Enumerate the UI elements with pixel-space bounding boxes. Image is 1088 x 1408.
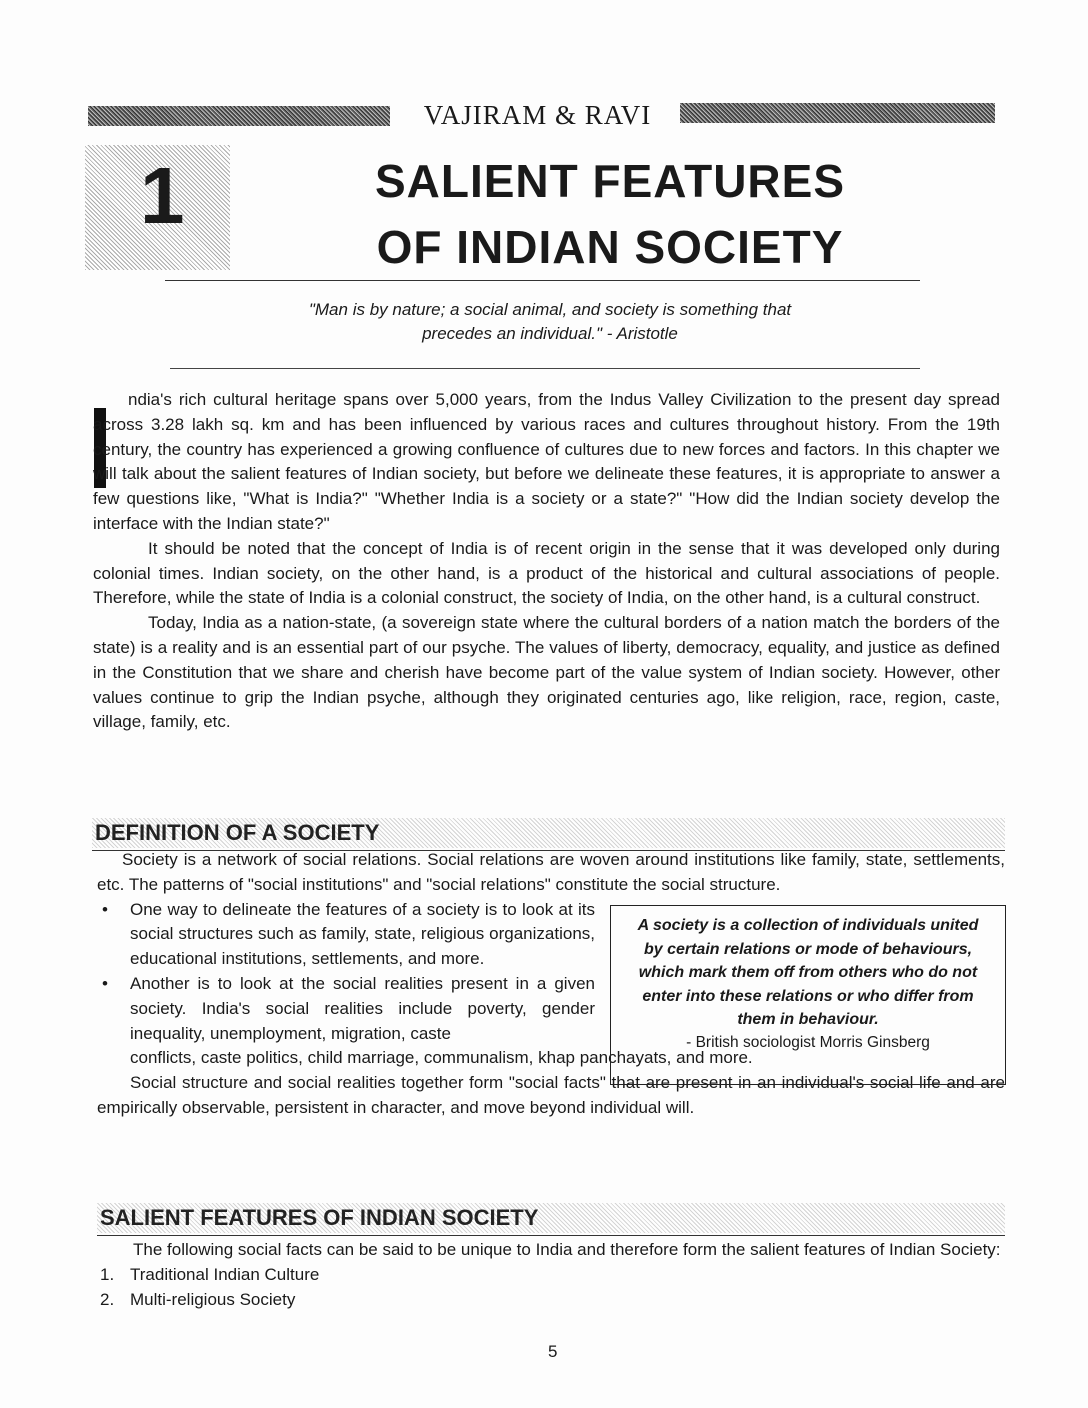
quote-box-attribution: - British sociologist Morris Ginsberg — [686, 1033, 930, 1051]
list-item — [100, 1288, 1008, 1313]
section1-paragraph-1: Society is a network of social relations. Social relations are woven around institutions like family, state, settlements, etc. The patterns of "social institutions" and "social relations" constitute the social structure. — [97, 850, 1005, 894]
epigraph — [240, 298, 860, 346]
list-number: 2. — [100, 1289, 115, 1309]
section-heading-salient: SALIENT FEATURES OF INDIAN SOCIETY — [100, 1205, 539, 1230]
title-line-2: OF INDIAN SOCIETY — [376, 221, 844, 273]
chapter-number: 1 — [140, 151, 185, 240]
header-bar-left — [88, 106, 390, 126]
epigraph-line-1: "Man is by nature; a social animal, and society is something that — [308, 300, 792, 319]
intro-text — [93, 388, 1000, 735]
quote-box-text: A society is a collection of individuals united by certain relations or mode of behaviours, which mark them off from others who do not enter into these relations or who differ from them in behaviour. — [637, 917, 979, 1028]
bullet-item: • One way to delineate the features of a society is to look at its social structures such as family, state, religious organizations, educational institutions, settlements, and more. — [130, 898, 595, 972]
epigraph-rule — [170, 368, 920, 369]
intro-paragraph-3: Today, India as a nation-state, (a sovereign state where the cultural borders of a nation match the borders of the state) is a reality and is an essential part of our psyche. The values of liberty, democracy, equality, and justice as defined in the Constitution that we share and cherish have become part of the value system of Indian society. However, other values continue to grip the Indian psyche, although they originated centuries ago, like religion, race, region, caste, village, family, etc. — [93, 613, 1000, 732]
intro-paragraph-1: ndia's rich cultural heritage spans over 5,000 years, from the Indus Valley Civilization to the present day spread across 3.28 lakh sq. km and has been influenced by various races and cultures throughout history. From the 19th century, the country has experienced a growing confluence of cultures due to new forces and factors. In this chapter we will talk about the salient features of Indian society, but before we delineate these features, it is appropriate to answer a few questions like, "What is India?" "Whether India is a society or a state?" "How did the Indian society develop the interface with the Indian state?" — [93, 390, 1000, 533]
epigraph-line-2: precedes an individual." - Aristotle — [422, 324, 678, 343]
brand-name: VAJIRAM & RAVI — [423, 100, 652, 130]
section2-text — [100, 1238, 1008, 1312]
list-number: 1. — [100, 1264, 115, 1284]
bullet-item: • Another is to look at the social realities present in a given society. India's social realities include poverty, gender inequality, unemployment, migration, caste — [130, 972, 595, 1046]
section-heading-definition: DEFINITION OF A SOCIETY — [95, 820, 380, 845]
list-text: Multi-religious Society — [130, 1289, 296, 1309]
page-number: 5 — [548, 1342, 558, 1361]
chapter-title — [300, 148, 920, 280]
bullet-continuation: conflicts, caste politics, child marriage, communalism, khap panchayats, and more. — [130, 1048, 753, 1068]
section2-paragraph-1: The following social facts can be said to be unique to India and therefore form the salient features of Indian Society: — [133, 1240, 1001, 1259]
section1-paragraph-2: Social structure and social realities together form "social facts" that are present in an individual's social life and are empirically observable, persistent in character, and move beyond individual will. — [97, 1073, 1005, 1117]
bullet-list — [97, 898, 595, 1047]
numbered-list — [100, 1263, 1008, 1313]
title-rule — [165, 280, 920, 281]
title-line-1: SALIENT FEATURES — [374, 155, 846, 207]
heading-rule — [97, 1235, 1005, 1236]
list-item — [100, 1263, 1008, 1288]
list-text: Traditional Indian Culture — [130, 1264, 320, 1284]
intro-paragraph-2: It should be noted that the concept of India is of recent origin in the sense that it was developed only during colonial times. Indian society, on the other hand, is a product of the historical and cultural associations of people. Therefore, while the state of India is a colonial construct, the society of India, on the other hand, is a cultural construct. — [93, 538, 1000, 608]
quote-box — [610, 905, 1006, 1085]
header-bar-right — [680, 103, 995, 123]
